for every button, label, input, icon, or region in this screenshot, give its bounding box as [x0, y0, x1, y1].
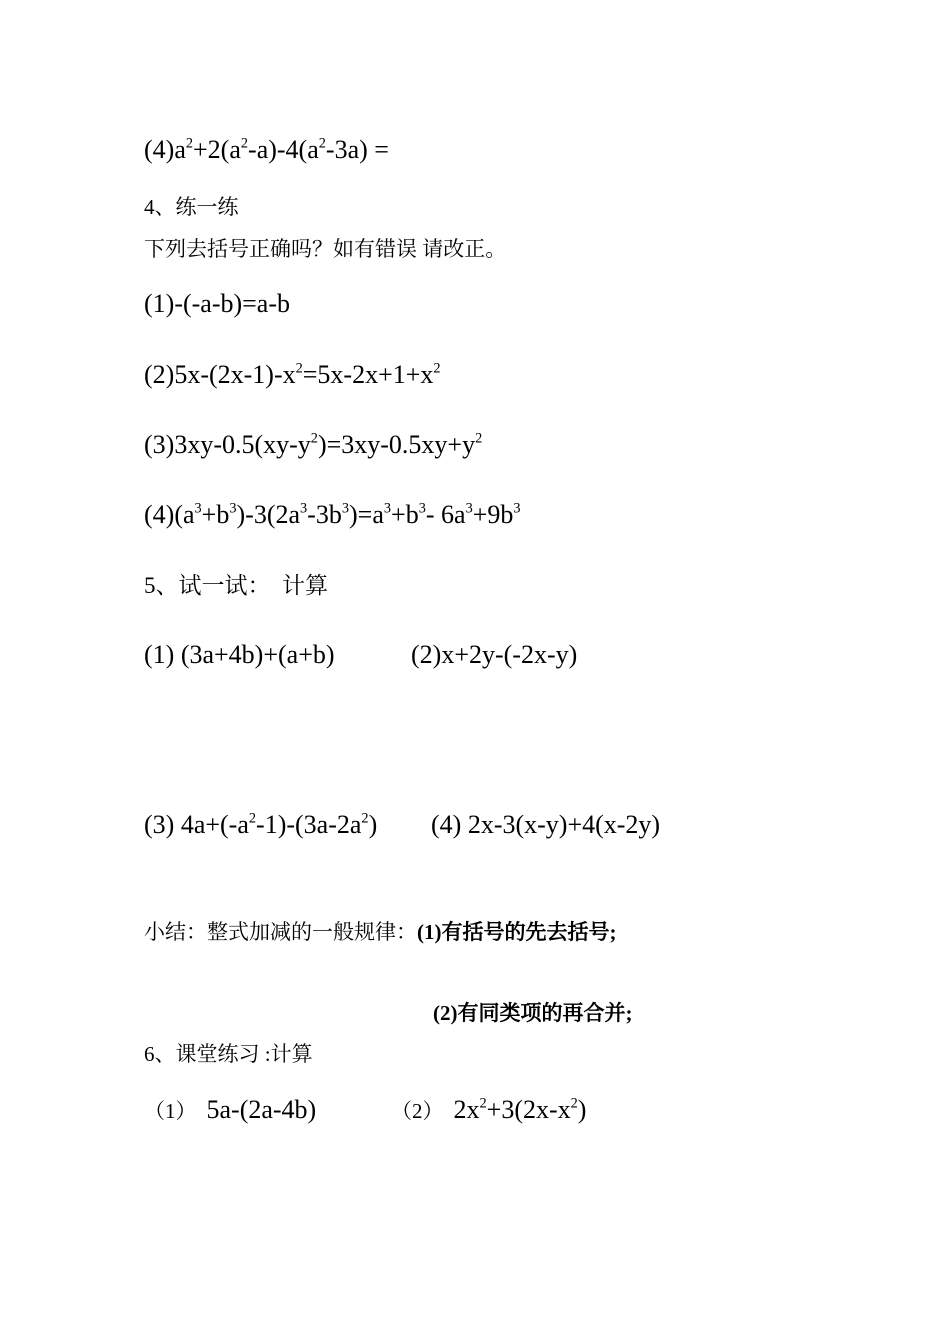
summary-rule-1: (1)有括号的先去括号; [417, 920, 617, 944]
problem-3: $(3)3xy-0.5(xy-y^2)=3xy-0.5xy+y^2$ [144, 430, 483, 459]
summary-rule-2: (2)有同类项的再合并; [433, 1001, 633, 1025]
section-6-heading: 6、课堂练习 :计算 [144, 1042, 313, 1066]
summary-label: 小结：整式加减的一般规律： [144, 920, 417, 944]
exercise-2-number: （2） [391, 1099, 444, 1123]
problem-2: $(2)5x-(2x-1)-x^2=5x-2x+1+x^2$ [144, 360, 441, 389]
exercise-1: （1） 5a-(2a-4b) [144, 1095, 317, 1124]
calc-3: (3) $4a+(-a^2-1)-(3a-2a^2)$ [144, 810, 378, 839]
problem-1: (1)-(-a-b)=a-b [144, 289, 291, 318]
section-4-heading: 4、练一练 [144, 195, 239, 219]
exercise-2: （2） $2x^2+3(2x-x^2)$ [391, 1095, 587, 1124]
equation-line-4: $(4)a^2+2(a^2-a)-4(a^2-3a)$ = [144, 135, 389, 164]
section-4-instruction: 下列去括号正确吗？如有错误 请改正。 [144, 237, 507, 261]
exercise-1-number: （1） [144, 1099, 197, 1123]
calc-2: (2)x+2y-(-2x-y) [411, 640, 578, 669]
calc-1: (1) (3a+4b)+(a+b) [144, 640, 335, 669]
summary [144, 922, 616, 943]
calc-4: (4) 2x-3(x-y)+4(x-2y) [431, 810, 661, 839]
problem-4: $(4)(a^3+b^3)-3(2a^3-3b^3)=a^3+b^3-$ $6a^3+9b^3$ [144, 500, 521, 529]
section-5-heading: 5、试一试： 计算 [144, 573, 328, 598]
